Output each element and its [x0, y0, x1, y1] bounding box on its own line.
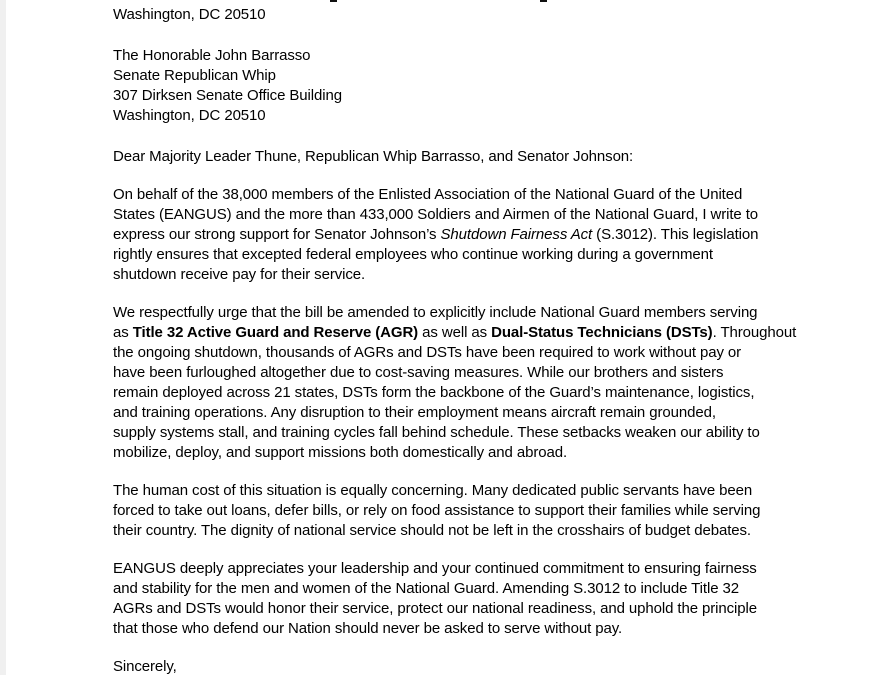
paragraph-human-cost	[113, 481, 803, 541]
letter-line: AGRs and DSTs would honor their service, protect our national readiness, and uphold the principle	[113, 600, 758, 617]
letter-body	[113, 5, 803, 695]
letter-line: and training operations. Any disruption to their employment means aircraft remain grounded,	[113, 404, 716, 421]
letter-line: have been furloughed altogether due to cost-saving measures. While our brothers and sisters	[113, 364, 724, 381]
letter-line: Senate Republican Whip	[113, 67, 276, 84]
letter-line: that those who defend our Nation should never be asked to serve without pay.	[113, 620, 623, 637]
letter-line: rightly ensures that excepted federal employees who continue working during a government	[113, 246, 713, 263]
closing	[113, 657, 803, 677]
clipped-line-fragment	[540, 0, 547, 2]
letter-line: Washington, DC 20510	[113, 107, 266, 124]
letter-line: Sincerely,	[113, 658, 177, 675]
letter-line: mobilize, deploy, and support missions both domestically and abroad.	[113, 444, 568, 461]
paragraph-amendment-request	[113, 303, 803, 463]
clipped-line-fragment	[330, 0, 337, 2]
letter-line: supply systems stall, and training cycles fall behind schedule. These setbacks weaken our ability to	[113, 424, 760, 441]
letter-line: shutdown receive pay for their service.	[113, 266, 366, 283]
letter-line: We respectfully urge that the bill be amended to explicitly include National Guard members serving	[113, 304, 758, 321]
recipient-address-block-2	[113, 46, 803, 126]
letter-line: Washington, DC 20510	[113, 6, 266, 23]
paragraph-appreciation	[113, 559, 803, 639]
letter-line: On behalf of the 38,000 members of the Enlisted Association of the National Guard of the United	[113, 186, 743, 203]
letter-line: as Title 32 Active Guard and Reserve (AGR) as well as Dual-Status Technicians (DSTs). Throughout	[113, 324, 797, 341]
viewer-left-margin-strip	[0, 0, 6, 675]
recipient-address-block-1	[113, 5, 803, 25]
letter-line: The Honorable John Barrasso	[113, 47, 311, 64]
letter-line: remain deployed across 21 states, DSTs form the backbone of the Guard’s maintenance, logistics,	[113, 384, 755, 401]
letter-line: EANGUS deeply appreciates your leadership and your continued commitment to ensuring fairness	[113, 560, 757, 577]
letter-line: Dear Majority Leader Thune, Republican Whip Barrasso, and Senator Johnson:	[113, 148, 634, 165]
letter-line: The human cost of this situation is equally concerning. Many dedicated public servants have been	[113, 482, 753, 499]
letter-line: 307 Dirksen Senate Office Building	[113, 87, 342, 104]
salutation	[113, 147, 803, 167]
letter-line: and stability for the men and women of the National Guard. Amending S.3012 to include Title 32	[113, 580, 739, 597]
letter-line: the ongoing shutdown, thousands of AGRs and DSTs have been required to work without pay or	[113, 344, 742, 361]
letter-line: their country. The dignity of national service should not be left in the crosshairs of budget debates.	[113, 522, 751, 539]
letter-line: express our strong support for Senator Johnson’s Shutdown Fairness Act (S.3012). This legislation	[113, 226, 759, 243]
letter-line: forced to take out loans, defer bills, or rely on food assistance to support their families while serving	[113, 502, 761, 519]
letter-line: States (EANGUS) and the more than 433,000 Soldiers and Airmen of the National Guard, I write to	[113, 206, 759, 223]
paragraph-support	[113, 185, 803, 285]
